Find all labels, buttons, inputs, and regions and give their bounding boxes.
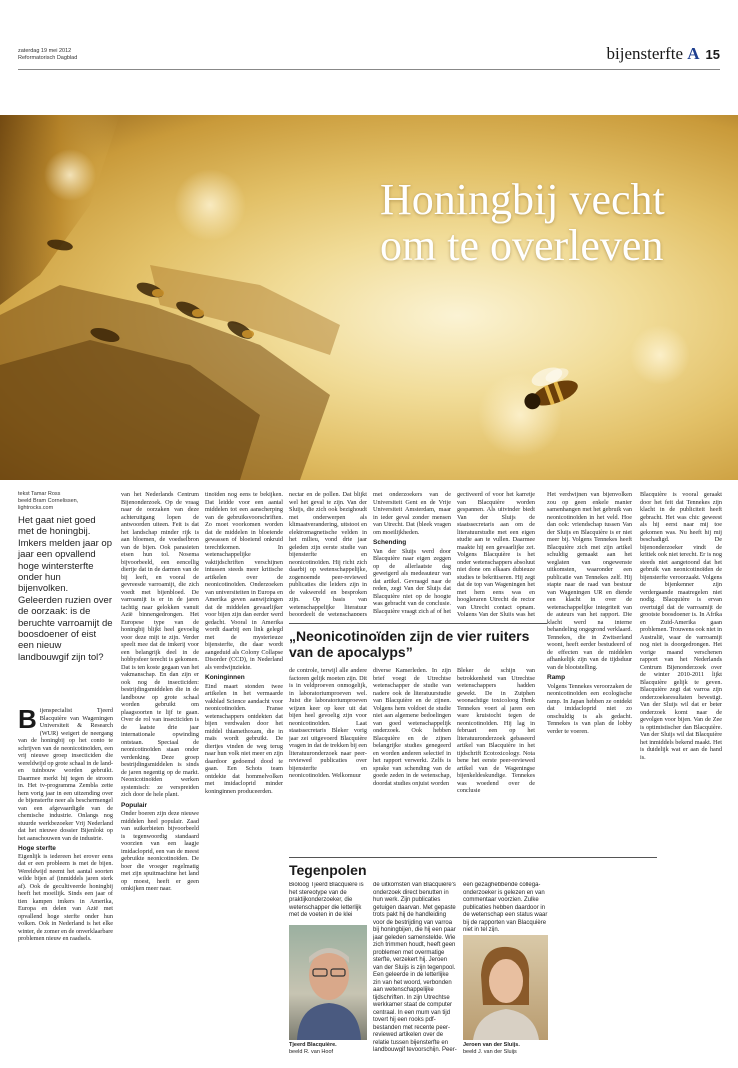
caption-van-der-sluijs-credit: beeld J. van der Sluijs [463,1049,517,1055]
caption-van-der-sluijs-name: Jeroen van der Sluijs. [463,1042,520,1048]
box-column-1: Bioloog Tjeerd Blacquière is het stereotype van de praktijkonderzoeker, die wetenschapper die letterlijk met de voeten in de klei [289,882,364,918]
under-quote-text-3: Bleker de schijn van betrokkenheid van Utrechtse wetenschappers hadden gewekt. De in Zutphen woonachtige toxicoloog Henk Tennekes voert al jaren een ware kruistocht tegen de neonicotinoïden. Hij lag in februari een op het literatuuronderzoek gebaseerd artikel van Blacquière in het tijdschrift Ecotoxicology. Nota bene het eerste peer-reviewed artikel van de Wageningse bijenkeldeskundige. Tennekes was woedend over de conclusie [457,667,535,794]
under-quote-column-1 [289,667,367,849]
caption-blacquiere-credit: beeld R. van Hoof [289,1049,334,1055]
column-1-text-b: Onder boeren zijn deze nieuwe middelen heel populair. Zaad van suikerbieten bijvoorbeeld is tegenwoordig standaard voorzien van een laagje imidacloprid, een van de meest gebruikte neonicotinoïden. De boer die vroeger regelmatig met zijn spuitmachine het land op moest, heeft er geen omkijken meer naar. [121,810,199,892]
column-3-text: nectar en de pollen. Dat blijkt wel het geval te zijn. Van der Sluijs, die zich ook bezighoudt met onderwerpen als klimaatverandering, uitstoot en elektromagnetische velden in het milieu, vond drie jaar geleden zijn eerste studie van bijensterfte en neonicotinoïden. Hij richt zich daarbij op wetenschappelijke, zogenoemde peer-reviewed publicaties die leiders zijn in de vakwereld en besproken zijn. Op basis van wetenschappelijke literatuur beoordeelt de wetenschappers [289,491,367,616]
column-4-text-b: Van der Sluijs werd door Blacquière naar eigen zeggen op de allerlaatste dag geweigerd als medeauteur van dat artikel. Gevraagd naar de reden, zegt Van der Sluijs dat Blacquière niet op de hoogte was gebracht van de conclusie. Blacquière vraagt zich af of het [373,547,451,615]
body-column-1 [121,491,199,1056]
body-column-2 [205,491,283,1056]
column-7-text: Blacquière is vooral geraakt door het feit dat Tennekes zijn klacht in de publiciteit heeft gebracht. Het was chic geweest als hij eerst naar mij toe gekomen was. Nu heeft hij mij beschadigd. De bijenonderzoeker vindt de kritiek ook niet terecht. Er is nog steeds niet aangetoond dat het gebruik van neonicotinoïden de bijensterfte veroorzaakt. Volgens de bijenkenner zijn verdergaande maatregelen niet nodig. Blacquière is ervan overtuigd dat de varroamijt de grootste boosdoener is. In Afrika en Zuid-Amerika gaan problemen. Trouwens ook niet in Australië, waar de varroamijt nog niet is doorgedrongen. Het vorige maand verschenen rapport van het Nederlands Centrum Bijenonderzoek over de winter 2010-2011 lijkt Blacquière gelijk te geven. Blacquière zegt dat varroa zijn onderzoeksresultaten bevestigt. Van der Sluijs wil dat er beter onderzoek komt naar de gevolgen voor bijen. Van de Zee is optimistischer dan Blacquière. Van der Sluijs wil dat Blacquière het inmiddels bekend maakt. Het is duidelijk wat er aan de hand is. [640,491,722,761]
body-column-4 [373,491,451,616]
under-quote-text-2: diverse Kamerleden. In zijn brief voegt de Utrechtse wetenschapper de studie van nadere ook de literatuurstudie van Blacquière en de zijnen. Volgens hem voldoet de studie niet aan algemene bedoelingen van goed wetenschappelijk onderzoek. Ook hebben Blacquière en de zijnen belangrijke studies genegeerd en worden anderen selectief in het rapport verwerkt. Zelfs is sprake van schending van de goede zeden in de wetenschap, doordat studies onjuist worden [373,667,451,787]
subhead-schending: Schending [373,539,407,546]
credit-text: tekst Tamar Ross [18,491,61,497]
page-number: 15 [705,47,720,62]
body-column-7 [640,491,722,1056]
hero-photo [0,115,738,480]
column-1-text: van het Nederlands Centrum Bijenonderzoek. Op de vraag naar de oorzaken van deze achteruitgang lopen de antwoorden uiteen. Feit is dat het landschap minder rijk is aan bloemen, de voedselbron van de bijen. Ook parasieten eisen hun tol. Nosema bijvoorbeeld, een eencellig diertje dat in de darmen van de bij leeft, en vooral de gevreesde varroamijt, die zich voedt met bijenbloed. De varroamijt is er in de jaren tachtig naar gelokken vanuit Azië binnengedrongen. Het Europese type van de honingbij blijkt heel gevoelig voor deze mijt te zijn. Verder speelt mee dat de imkerij voor een belangrijk deel in de hobbysfeer terecht is gekomen. Dat is ten koste gegaan van het vakmanschap. En dan zijn er ook nog de insecticiden: bestrijdingsmiddelen die in de landbouw op grote schaal worden gebruikt om plaagsoorten te lijf te gaan. Over de rol van insecticiden is de laatste drie jaar internationale opwinding ontstaan. Speciaal de neonicotinoïden staan onder verdenking. Deze groep bestrijdingsmiddelen is sinds de jaren negentig op de markt. Neonicotinoïden werken systemisch: ze verspreiden zich door de hele plant. [121,491,199,798]
headline-line-2: om te overleven [380,221,664,270]
column-2-text-b: Eind maart stonden twee artikelen in het vermaarde vakblad Science aandacht voor neonicotinoïden. Franse wetenschappers ontdekten dat bijen verdwalen door het middel thiamethoxam, die in maïs wordt gebruikt. De diertjes vinden de weg terug naar hun volk niet meer en zijn daardoor gedoemd dood te gaan. Een Schots team ontdekte dat hommelvolken met imidacloprid minder koninginnen produceerden. [205,682,283,795]
lead-text-2: Eigenlijk is iedereen het erover eens dat er een probleem is met de bijen. Wereldwijd neemt het aantal soorten wilde bijen af (inmiddels jaren sterk af). Ook de gecultiveerde honingbij heeft het moeilijk. Sinds een jaar of tien kampen imkers in Amerika, Europa en delen van Azië met opvallend hoge sterfte onder hun volken. Ook in Nederland is het elke winter, de zomer en de onverklaarbare problemen nieuw en raadsels. [18,852,113,942]
section-name [607,44,700,64]
section-label: bijensterfte [606,44,683,63]
page-header [18,44,720,68]
lead-text: ijenspecialist Tjeerd Blacquière van Wageningen Universiteit & Research (WUR) weigert de neergang van de honingbij op het conto te schrijven van de neonicotinoïden, een vrij nieuwe groep insecticiden die wereldwijd op grote schaal in de land- en tuinbouw worden gebruikt. Daarmee merkt hij tegen de stroom in. Het tv-programma Zembla zette hem vorig jaar in een uitzending over de bijensterfte neer als beschermengel van een afgevaardigde van de chemische industrie. Onlangs nog stuurde werkbezoeker Vrij Nederland dat het nieuwe dossier Bijenlokt op het aanschouwen van de industrie. [18,707,113,842]
subhead-hoge-sterfte: Hoge sterfte [18,845,56,852]
subhead-koninginnen: Koninginnen [205,674,245,681]
column-5-text: gectiveerd of voor het karretje van Blacquière worden gespannen. Als uitvinder biedt Van der Sluijs de staatssecretaris aan om de literatuurstudie met een eigen studie aan te vullen. Daarmee maakte hij een gevaarlijke zet. Volgens Blacquière is het onder wetenschappers absoluut niet done om elkaars dubieuze studies te bekritiseren. Hij zegt dat de top van Wageningen het met hem eens was en hoogleraren Utrecht de rector van Utrecht contact opnam. Volgens Van der Sluijs was het [457,491,535,616]
pull-quote: „Neonicotinoïden zijn de vier ruiters van de apocalyps” [289,623,547,660]
credit-photo: beeld Bram Cornelissen, [18,498,79,504]
box-column-3: een gezaghebbende collega-onderzoeker is gelezen en van commentaar voorzien. Zulke publicaties hebben daardoor in de wetenschap een status waar bij de rapporten van Blacquière niet in tel zijn. [463,882,548,932]
body-column-3 [289,491,367,616]
header-section-block [607,44,720,64]
box-divider [289,857,657,858]
portrait-van-der-sluijs [463,935,548,1040]
header-date: zaterdag 19 mei 2012 [18,48,72,54]
under-quote-text-1: de controle, terwijl alle andere factoren gelijk moeten zijn. Dit is in veldproeven onmogelijk, in laboratoriumproeven wel. Juist die laboratoriumproeven wijzen keer op keer uit dat bijen heel gevoelig zijn voor neonicotinoïden. Laat staatssecretaris Bleker vorig jaar zei uitgevoerd Blacquière vragen in dat de trekken bij een literatuuronderzoek naar peer-reviewed publicaties over bijensterfte en neonicotinoïden. Welkomuur [289,667,367,779]
body-column-6 [547,491,632,1056]
honeycomb-bees-illustration [0,115,738,480]
under-quote-column-2 [373,667,451,849]
headline-line-1: Honingbij vecht [380,175,665,224]
column-6-text-b: Volgens Tennekes veroorzaken de neonicotinoïden een ecologische ramp. In Japan hebben ze ontdekt dat imidacloprid niet zo onschuldig is als gedacht. Tennekes is van plan de lobby verder te voeren. [547,682,632,735]
lead-column [18,704,113,943]
dropcap: B [18,704,37,734]
column-6-text: Het verdwijnen van bijenvolken zou op geen enkele manier samenhangen met het gebruik van neonicotinoïden in het veld. Hoe dan ook: vriendschap tussen Van der Sluijs en Blacquière is er niet meer bij. Volgens Tennekes heeft Blacquière zich met zijn artikel schuldig gemaakt aan het weglaten van ongewenste uitkomsten, waaronder een publicatie van Tennekes zelf. Hij stapte naar de raad van bestuur van Wageningen UR en diende een klacht in over de wetenschappelijke integriteit van de auteurs van het rapport. Die klacht werd na interne behandeling ongegrond verklaard. Tennekes, die in Zwitserland woont, heeft eerder bestudeerd of de effecten van de middelen afhankelijk zijn van de tijdsduur van de blootstelling. [547,491,632,671]
portrait-van-der-sluijs-image [463,935,548,1040]
subhead-populair: Populair [121,801,148,809]
portrait-blacquiere-image [289,925,367,1040]
caption-blacquiere-name: Tjeerd Blacquière. [289,1042,337,1048]
article-intro: Het gaat niet goed met de honingbij. Imkers melden jaar op jaar een opvallend hoge wintersterfte onder hun bijenvolken. Geleerden ruzien over de oorzaak: is de beruchte varroamijt de boosdoener of eist een nieuw landbouwgif zijn tol? [18,515,113,663]
header-divider [18,69,720,70]
headline [380,177,710,269]
subhead-ramp: Ramp [547,674,566,681]
section-letter: A [687,44,700,63]
under-quote-column-3 [457,667,535,849]
article-credits [18,491,113,512]
column-4-text: met onderzoekers van de Universiteit Gent en de Vrije Universiteit Amsterdam, maar in ieder geval zonder mensen van Utrecht. Dat (bleek vragen om moeilijkheden. [373,491,451,536]
caption-van-der-sluijs [463,1042,548,1056]
caption-blacquiere [289,1042,367,1056]
credit-photo-source: lightrocks.com [18,505,54,511]
box-column-2: de uitkomsten van Blacquière's onderzoek direct benutten in hun werk. Zijn publicaties getuigen daarvan. Met gepaste trots pakt hij de handleiding voor de bestrijding van varroa bij honingbijen, die hij een paar jaar geleden samenstelde. Wie zich trimmen houdt, heeft geen problemen met overmatige sterfte, verzekert hij. Jeroen van der Sluijs is zijn tegenpool. Een geleerde in de letterlijke zin van het woord, verbonden aan wetenschappelijke tijdschriften. In zijn Utrechtse werkkamer staat de computer centraal. In een mum van tijd tovert hij een rooks pdf-bestanden met recente peer-reviewed artikelen over de relatie tussen bijensterfte en landbouwgif tevoorschijn. Peer- [373,882,457,1052]
column-2-text: tinoïden nog eens te bekijken. Dat leidde voor een aantal middelen tot een aanscherping van de gebruiksvoorschriften. Zo moet voorkomen worden dat de middelen in bloeiende gewassen of bloeiend onkruid terechtkomen. In wetenschappelijke vaktijdschriften verschijnen intussen steeds meer kritische artikelen over de neonicotinoïden. Onderzoeken van universiteiten in Europa en Amerika geven aanwijzingen dat de middelen gevaarlijker voor bijen zijn dan eerder werd gedacht. Vooral in Amerika wordt daarbij een link gelegd met de mysterieuze bijensterfte, die daar wordt aangeduid als Colony Collapse Disorder (CCD), in Nederland als verdwijnziekte. [205,491,283,671]
body-column-5 [457,491,535,616]
box-title: Tegenpolen [289,862,367,878]
header-date-block [18,48,77,61]
header-paper: Reformatorisch Dagblad [18,54,78,61]
portrait-blacquiere [289,925,367,1040]
